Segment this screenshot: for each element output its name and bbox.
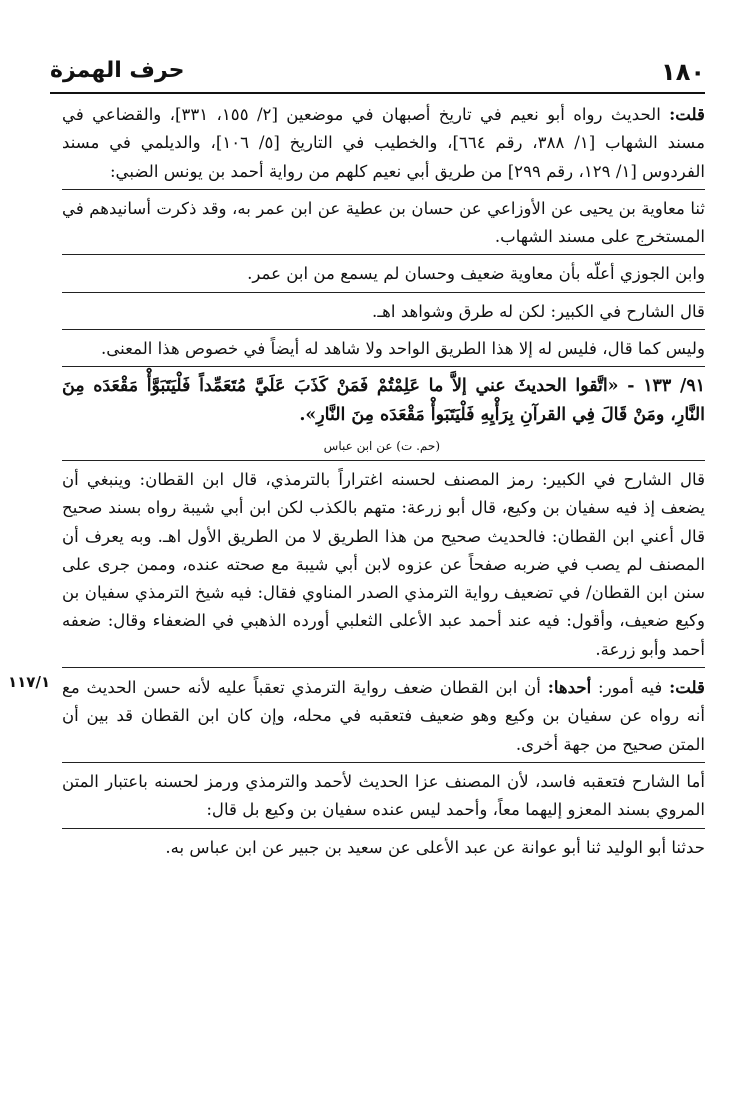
hadith-text: ٩١/ ١٣٣ - «اتَّقوا الحديثَ عني إلاَّ ما عَلِمْتُمْ فَمَنْ كَذَبَ عَلَيَّ مُتَعَمِّداً فَلْيَتَبَوَّأْ مَقْعَدَه مِنَ النَّارِ، ومَنْ قَالَ فِي القرآنِ بِرَأْيِهِ فَلْيَتَبَوأْ مَقْعَدَه مِنَ النَّارِ». [62,376,706,425]
paragraph-sharih-quote: قال الشارح في الكبير: لكن له طرق وشواهد اهـ. [372,301,705,321]
paragraph-ibn-aljawzi: وابن الجوزي أعلّه بأن معاوية ضعيف وحسان لم يسمع من ابن عمر. [247,264,705,284]
paragraph-commentary: قال الشارح في الكبير: رمز المصنف لحسنه اغتراراً بالترمذي، قال ابن القطان: وينبغي أن يضعف إذ فيه سفيان بن وكيع، قال أبو زرعة: متهم بالكذب لكن ابن أبي شيبة رواه بسند صحيح قال أعني ابن القطان: فالحديث صحيح من هذا الطريق لا من الطريق الأول اهـ. وبه يعرف أن المصنف لم يصب في ضربه صفحاً عن عزوه لابن أبي شيبة مع صحته عنده، وممن جرى على سنن ابن القطان/ في تضعيف رواية الترمذي الصدر المناوي فقال: فيه شيخ الترمذي سفيان بن وكيع ضعيف، وأقول: فيه عند أحمد عبد الأعلى الثعلبي أورده الذهبي في الضعفاء وقال: ضعفه أحمد وأبو زرعة. [62,469,705,659]
paragraph-sources [62,100,705,186]
manuscript-folio-ref: ١١٧/١ [8,673,51,691]
paragraph-text-secondary: أن ابن القطان ضعف رواية الترمذي تعقباً عليه لأنه حسن الحديث مع أنه رواه عن سفيان بن وكيع وهو ضعيف فتعقبه في محله، وإن كان ابن القطان قد بين أن المتن صحيح من جهة أخرى. [62,678,705,754]
paragraph-divider [62,667,705,668]
paragraph-divider [62,254,705,255]
paragraph-divider [62,828,705,829]
paragraph-rebuttal: وليس كما قال، فليس له إلا هذا الطريق الواحد ولا شاهد له أيضاً في خصوص هذا المعنى. [101,339,705,359]
page-body [62,100,705,862]
paragraph-divider [62,366,705,367]
paragraph-lead: قلت: [669,677,705,698]
paragraph-divider [62,460,705,461]
paragraph-divider [62,329,705,330]
hadith-attribution: (حم. ت) عن ابن عباس [323,438,440,453]
paragraph-lead: قلت: [669,104,705,124]
header-divider [50,92,705,94]
paragraph-divider [62,292,705,293]
running-title: حرف الهمزة [50,58,185,83]
paragraph-critique: أما الشارح فتعقبه فاسد، لأن المصنف عزا الحديث لأحمد والترمذي ورمز لحسنه باعتبار المتن المروي بسند المعزو إليهما معاً، وأحمد ليس عنده سفيان بن وكيع بل قال: [62,771,705,820]
paragraph-final-isnad: حدثنا أبو الوليد ثنا أبو عوانة عن عبد الأعلى عن سعيد بن جبير عن ابن عباس به. [165,837,705,857]
paragraph-text: الحديث رواه أبو نعيم في تاريخ أصبهان في موضعين [٢/ ١٥٥، ٣٣١]، والقضاعي في مسند الشهاب [١/ ٣٨٨، رقم ٦٦٤]، والخطيب في التاريخ [٥/ ١٠٦]، والديلمي في مسند الفردوس [١/ ١٢٩، رقم ٢٩٩] من طريق أبي نعيم كلهم من رواية أحمد بن يونس الضبي: [62,105,705,181]
page-number: ١٨٠ [661,58,705,86]
paragraph-isnad: ثنا معاوية بن يحيى عن الأوزاعي عن حسان بن عطية عن ابن عمر به، وقد ذكرت أسانيدهم في المستخرج على مسند الشهاب. [62,198,705,247]
paragraph-divider [62,762,705,763]
paragraph-points [62,673,705,759]
paragraph-lead-secondary: أحدها: [547,677,592,698]
paragraph-text: فيه أمور: [591,678,670,698]
page-header [50,52,705,92]
paragraph-divider [62,189,705,190]
